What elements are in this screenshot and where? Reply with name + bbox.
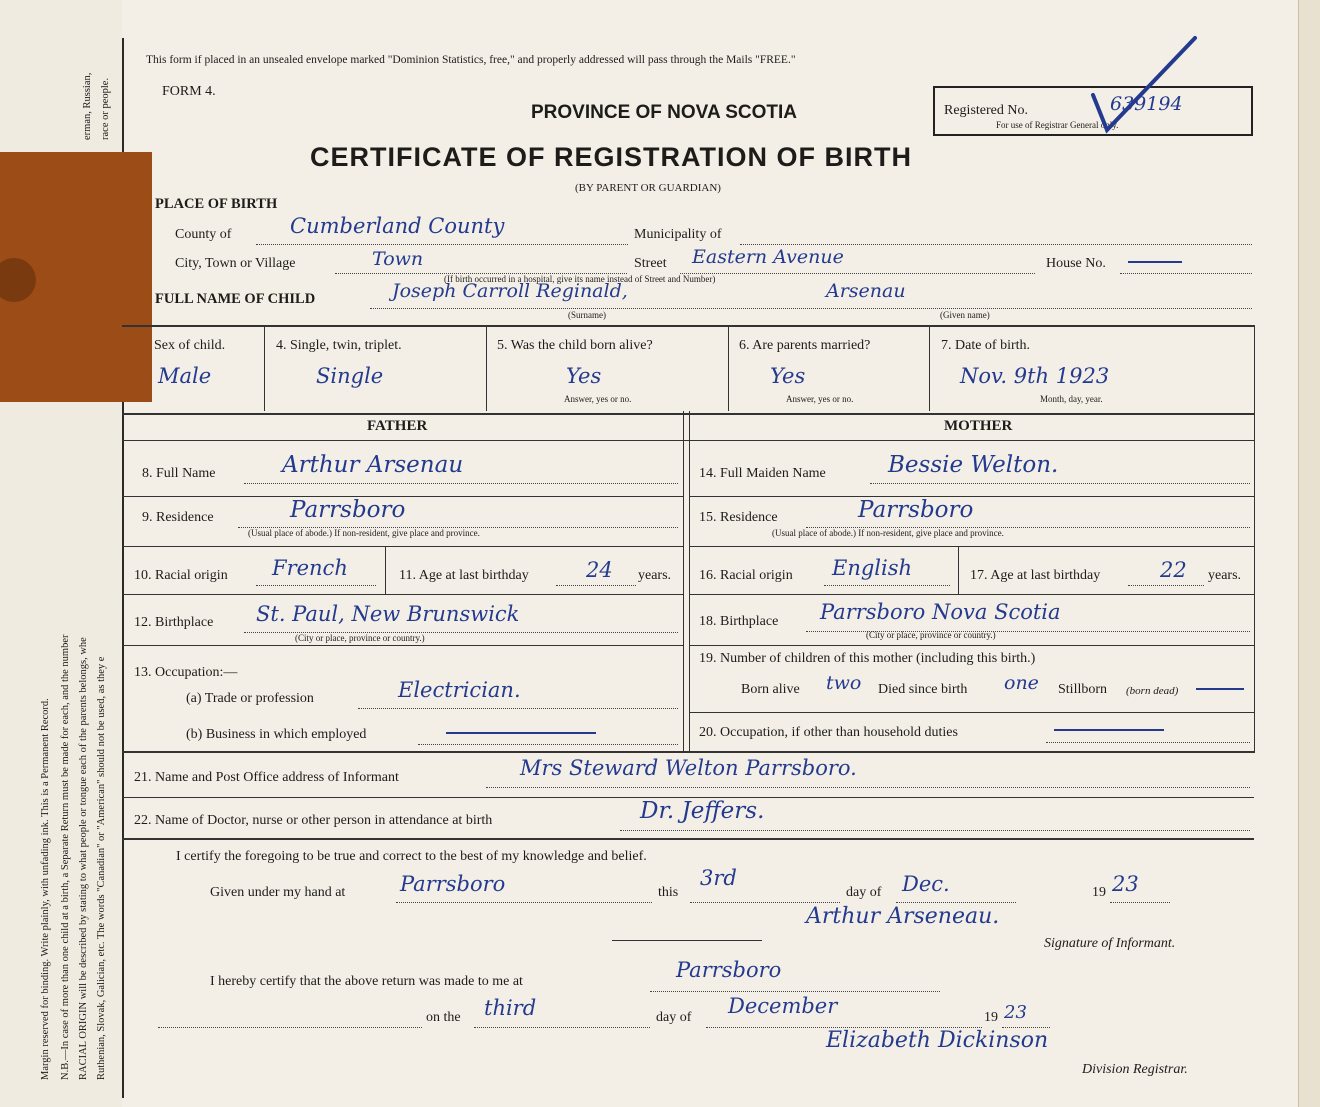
stillborn-label: Stillborn — [1058, 682, 1108, 697]
city-label: City, Town or Village — [175, 256, 296, 271]
father-business-label: (b) Business in which employed — [186, 727, 367, 742]
mother-racial-divider — [958, 546, 959, 594]
father-age-label: 11. Age at last birthday — [399, 568, 529, 583]
registrar-sig-label: Division Registrar. — [1082, 1062, 1188, 1077]
given-year-line — [1110, 902, 1170, 903]
mother-residence-note: (Usual place of abode.) If non-resident, give place and province. — [772, 528, 1004, 538]
father-business-line — [418, 744, 678, 745]
child-surname-value: Arsenau — [826, 280, 906, 302]
check-mark — [1085, 30, 1205, 140]
details-divider-3 — [728, 327, 729, 411]
stillborn-note: (born dead) — [1126, 685, 1179, 697]
married-note: Answer, yes or no. — [786, 394, 854, 404]
registrar-statement: I hereby certify that the above return was made to me at — [210, 974, 523, 989]
doctor-line — [620, 830, 1250, 831]
right-edge — [1298, 0, 1320, 1107]
mother-birthplace-note: (City or place, province or country.) — [866, 630, 996, 640]
mother-years-label: years. — [1208, 568, 1242, 583]
mother-age-label: 17. Age at last birthday — [970, 568, 1101, 583]
postal-notice: This form if placed in an unsealed envelope marked "Dominion Statistics, free," and properly addressed will pass through the Mails "FREE." — [146, 54, 796, 66]
father-birthplace-label: 12. Birthplace — [134, 615, 214, 630]
registrar-lead-line — [158, 1027, 422, 1028]
margin-note-3: RACIAL ORIGIN will be described by stating to what people or tongue each of the parents belongs, whe — [78, 637, 89, 1080]
mother-racial-value: English — [832, 556, 913, 580]
margin-note-1: Margin reserved for binding. Write plainly, with unfading ink. This is a Permanent Record. — [40, 698, 51, 1080]
father-occupation-label: 13. Occupation:— — [134, 665, 238, 680]
parents-divider-2 — [689, 411, 690, 751]
details-divider-4 — [929, 327, 930, 411]
father-racial-label: 10. Racial origin — [134, 568, 228, 583]
child-name-line — [370, 308, 1252, 309]
sex-value: Male — [158, 364, 212, 388]
died-value: one — [1004, 672, 1039, 694]
father-racial-line — [256, 585, 376, 586]
alive-note: Answer, yes or no. — [564, 394, 632, 404]
registered-label: Registered No. — [944, 103, 1028, 118]
mother-heading: MOTHER — [944, 418, 1013, 434]
married-value: Yes — [770, 364, 806, 388]
registrar-place-line — [650, 991, 940, 992]
year-prefix-1: 19 — [1092, 885, 1106, 900]
informant-value: Mrs Steward Welton Parrsboro. — [520, 756, 857, 780]
father-years-label: years. — [638, 568, 672, 583]
surname-note: (Surname) — [568, 310, 606, 320]
mother-occupation-label: 20. Occupation, if other than household duties — [699, 725, 958, 740]
doctor-rule — [122, 838, 1254, 840]
mother-name-value: Bessie Welton. — [888, 452, 1059, 478]
father-residence-value: Parrsboro — [290, 497, 406, 523]
place-heading: PLACE OF BIRTH — [155, 196, 278, 212]
mother-birthplace-label: 18. Birthplace — [699, 614, 779, 629]
sex-label: Sex of child. — [154, 338, 226, 353]
plurality-value: Single — [316, 364, 384, 388]
street-line — [680, 273, 1035, 274]
father-age-line — [556, 585, 636, 586]
given-place: Parrsboro — [400, 872, 506, 896]
stillborn-dash — [1196, 688, 1244, 690]
street-value: Eastern Avenue — [692, 246, 844, 268]
born-alive-label: Born alive — [741, 682, 800, 697]
mother-age-line — [1128, 585, 1204, 586]
street-label: Street — [634, 256, 667, 271]
city-value: Town — [372, 248, 424, 270]
given-year: 23 — [1112, 872, 1139, 896]
registrar-day: third — [484, 996, 537, 1020]
on-the-label: on the — [426, 1010, 461, 1025]
registered-value: 639194 — [1110, 93, 1183, 115]
given-day-line — [690, 902, 840, 903]
details-divider-2 — [486, 327, 487, 411]
parents-header-rule — [122, 440, 1254, 441]
father-name-label: 8. Full Name — [142, 466, 216, 481]
given-day: 3rd — [700, 866, 737, 890]
county-line — [256, 244, 628, 245]
father-racial-divider — [385, 546, 386, 594]
margin-note-2: N.B.—In case of more than one child at a birth, a Separate Return must be made for each, and the number — [60, 634, 71, 1080]
registrar-note: For use of Registrar General only. — [996, 120, 1119, 130]
child-name-label: FULL NAME OF CHILD — [155, 291, 316, 307]
province-title: PROVINCE OF NOVA SCOTIA — [531, 102, 798, 123]
day-of-label: day of — [846, 885, 882, 900]
father-age-value: 24 — [586, 558, 613, 582]
father-birthplace-note: (City or place, province or country.) — [295, 633, 425, 643]
informant-line — [486, 787, 1250, 788]
father-name-value: Arthur Arsenau — [282, 452, 464, 478]
father-residence-note: (Usual place of abode.) If non-resident, give place and province. — [248, 528, 480, 538]
informant-label: 21. Name and Post Office address of Informant — [134, 770, 399, 785]
certify-statement: I certify the foregoing to be true and correct to the best of my knowledge and belief. — [176, 849, 647, 864]
county-label: County of — [175, 227, 232, 242]
given-note: (Given name) — [940, 310, 990, 320]
registrar-place: Parrsboro — [676, 958, 782, 982]
hospital-note: (If birth occurred in a hospital, give its name instead of Street and Number) — [444, 274, 716, 284]
dob-note: Month, day, year. — [1040, 394, 1103, 404]
father-trade-line — [358, 708, 678, 709]
county-value: Cumberland County — [290, 214, 505, 238]
father-birthplace-value: St. Paul, New Brunswick — [256, 602, 520, 626]
this-label: this — [658, 885, 679, 900]
informant-signature: Arthur Arseneau. — [806, 904, 1000, 929]
mother-racial-line — [824, 585, 950, 586]
father-trade-value: Electrician. — [398, 678, 521, 702]
registrar-signature: Elizabeth Dickinson — [826, 1028, 1049, 1053]
margin-note-4: Ruthenian, Slovak, Galician, etc. The words "Canadian" or "American" should not be used, as they e — [96, 656, 107, 1080]
born-alive-value: two — [826, 672, 862, 694]
father-name-line — [244, 483, 678, 484]
father-row-rule-2 — [122, 546, 683, 547]
mother-row-rule-2 — [689, 546, 1254, 547]
page-title: CERTIFICATE OF REGISTRATION OF BIRTH — [310, 142, 912, 172]
mother-row-rule-3 — [689, 594, 1254, 595]
plurality-label: 4. Single, twin, triplet. — [276, 338, 402, 353]
mother-row-rule-4 — [689, 645, 1254, 646]
doctor-label: 22. Name of Doctor, nurse or other person in attendance at birth — [134, 813, 493, 828]
child-name-value: Joseph Carroll Reginald, — [392, 280, 628, 302]
father-residence-label: 9. Residence — [142, 510, 214, 525]
registrar-month: December — [728, 994, 838, 1018]
municipality-label: Municipality of — [634, 227, 722, 242]
dob-label: 7. Date of birth. — [941, 338, 1031, 353]
doctor-value: Dr. Jeffers. — [640, 798, 765, 824]
registrar-year: 23 — [1004, 1002, 1027, 1023]
dob-value: Nov. 9th 1923 — [960, 364, 1110, 388]
alive-label: 5. Was the child born alive? — [497, 338, 653, 353]
mother-name-label: 14. Full Maiden Name — [699, 466, 826, 481]
father-row-rule-3 — [122, 594, 683, 595]
alive-value: Yes — [566, 364, 602, 388]
details-divider-1 — [264, 327, 265, 411]
married-label: 6. Are parents married? — [739, 338, 871, 353]
margin-note-6: race or people. — [100, 77, 111, 140]
center-rule — [612, 940, 762, 941]
mother-residence-value: Parrsboro — [858, 497, 974, 523]
mother-children-label: 19. Number of children of this mother (including this birth.) — [699, 651, 1036, 666]
mother-occupation-line — [1046, 742, 1250, 743]
form-number: FORM 4. — [162, 84, 216, 99]
mother-occupation-dash — [1054, 729, 1164, 731]
died-label: Died since birth — [878, 682, 968, 697]
mother-age-value: 22 — [1160, 558, 1187, 582]
registrar-day-of-label: day of — [656, 1010, 692, 1025]
father-row-rule-4 — [122, 645, 683, 646]
given-month-line — [896, 902, 1016, 903]
house-label: House No. — [1046, 256, 1106, 271]
mother-birthplace-value: Parrsboro Nova Scotia — [820, 600, 1061, 624]
registrar-day-line — [474, 1027, 650, 1028]
margin-note-5: erman, Russian, — [82, 72, 93, 140]
page-subtitle: (BY PARENT OR GUARDIAN) — [575, 182, 721, 194]
father-racial-value: French — [272, 556, 348, 580]
given-label: Given under my hand at — [210, 885, 346, 900]
mother-racial-label: 16. Racial origin — [699, 568, 793, 583]
informant-sig-label: Signature of Informant. — [1044, 936, 1176, 951]
given-place-line — [396, 902, 652, 903]
mother-name-line — [870, 483, 1250, 484]
mother-row-rule-5 — [689, 712, 1254, 713]
municipality-line — [740, 244, 1252, 245]
father-heading: FATHER — [367, 418, 428, 434]
parents-divider — [683, 411, 684, 751]
given-month: Dec. — [902, 872, 950, 896]
father-trade-label: (a) Trade or profession — [186, 691, 314, 706]
mother-residence-label: 15. Residence — [699, 510, 778, 525]
house-line — [1120, 273, 1252, 274]
house-dash — [1128, 261, 1182, 263]
year-prefix-2: 19 — [984, 1010, 998, 1025]
father-business-dash — [446, 732, 596, 734]
